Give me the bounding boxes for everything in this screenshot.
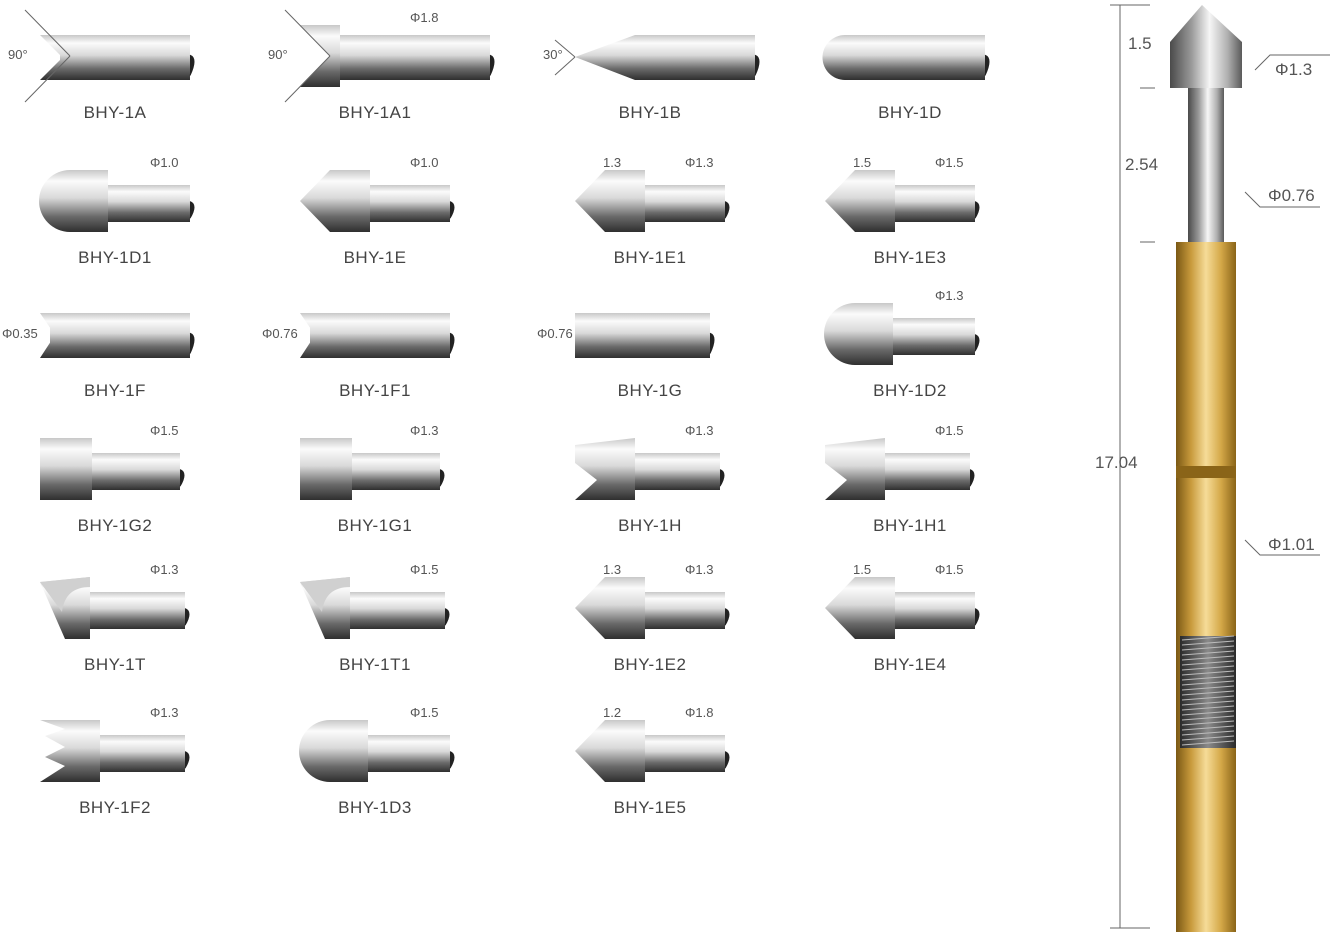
shaft-end xyxy=(185,752,189,769)
shaft-end xyxy=(725,202,729,219)
tip-cell xyxy=(575,557,795,692)
tip-head xyxy=(300,25,340,87)
shaft xyxy=(845,35,985,80)
shaft xyxy=(635,453,720,490)
diameter-label: Φ1.5 xyxy=(410,562,439,577)
shaft xyxy=(893,318,975,355)
shaft xyxy=(645,185,725,222)
shaft xyxy=(340,35,490,80)
tip-cell xyxy=(300,418,520,553)
probe-neck-diameter: Φ0.76 xyxy=(1268,186,1315,205)
tip-name: BHY-1E4 xyxy=(873,655,947,674)
tip-head xyxy=(300,170,370,232)
tip-cell xyxy=(8,5,260,140)
angle-line xyxy=(25,10,70,56)
tip-head xyxy=(825,438,885,500)
tip-cell xyxy=(825,150,1045,285)
tip-name: BHY-1E5 xyxy=(613,798,687,817)
probe-barrel xyxy=(1176,242,1236,932)
tip-name: BHY-1D2 xyxy=(873,381,947,400)
probe-total-length: 17.04 xyxy=(1095,453,1138,472)
diameter-label: Φ1.5 xyxy=(150,423,179,438)
shaft-end xyxy=(445,609,449,626)
shaft-end xyxy=(985,55,989,75)
probe-cone xyxy=(1170,5,1242,42)
length-label: 1.5 xyxy=(853,155,872,170)
diameter-label: Φ1.3 xyxy=(150,562,179,577)
shaft-end xyxy=(725,752,729,769)
shaft-end xyxy=(975,609,979,626)
tip-name: BHY-1G1 xyxy=(337,516,413,535)
diameter-label: Φ1.8 xyxy=(685,705,714,720)
shaft xyxy=(60,35,190,80)
shaft-end xyxy=(725,609,729,626)
probe-neck xyxy=(1188,88,1224,242)
tip-cell xyxy=(543,5,795,140)
tip-head xyxy=(575,577,645,639)
tip-cell xyxy=(825,5,1045,140)
tip-cell xyxy=(575,418,795,553)
shaft xyxy=(90,592,185,629)
tip-drawing xyxy=(575,5,795,100)
diameter-label: Φ1.3 xyxy=(685,423,714,438)
shaft xyxy=(645,592,725,629)
tip-name: BHY-1F xyxy=(84,381,146,400)
shaft-end xyxy=(755,55,759,75)
tip-cell xyxy=(300,150,520,285)
angle-label: 90° xyxy=(8,47,28,62)
tip-name: BHY-1E xyxy=(343,248,407,267)
tip-cell xyxy=(2,283,260,418)
shaft xyxy=(92,453,180,490)
shaft-end xyxy=(450,333,454,353)
probe-head-length: 1.5 xyxy=(1128,34,1152,53)
shaft-diameter-label: Φ0.76 xyxy=(537,326,573,341)
tip-head xyxy=(40,438,92,500)
length-label: 1.2 xyxy=(603,705,622,720)
tip-cell xyxy=(40,557,260,692)
shaft-end xyxy=(190,333,194,353)
tip-head xyxy=(825,577,895,639)
probe-barrel-diameter: Φ1.01 xyxy=(1268,535,1315,554)
tip-name: BHY-1D3 xyxy=(338,798,412,817)
shaft-diameter-label: Φ0.35 xyxy=(2,326,38,341)
probe-neck-length: 2.54 xyxy=(1125,155,1159,174)
shaft-end xyxy=(450,752,454,769)
length-label: 1.5 xyxy=(853,562,872,577)
angle-label: 90° xyxy=(268,47,288,62)
tip-cell xyxy=(825,557,1045,692)
probe-head-diameter: Φ1.3 xyxy=(1275,60,1313,79)
tip-name: BHY-1G2 xyxy=(77,516,153,535)
tip-cell xyxy=(40,418,260,553)
tip-drawing xyxy=(40,5,260,100)
tip-cell xyxy=(268,5,520,140)
diameter-label: Φ1.3 xyxy=(685,155,714,170)
tip-name: BHY-1A xyxy=(83,103,147,122)
shaft xyxy=(350,592,445,629)
tip-name: BHY-1H xyxy=(618,516,682,535)
tip-cell xyxy=(575,700,795,835)
length-label: 1.3 xyxy=(603,562,622,577)
tip-cell xyxy=(537,283,795,418)
tip-name: BHY-1T1 xyxy=(339,655,411,674)
diameter-label: Φ1.8 xyxy=(410,10,439,25)
tip-name: BHY-1E1 xyxy=(613,248,687,267)
shaft-end xyxy=(710,333,714,353)
probe-head xyxy=(1170,42,1242,88)
shaft xyxy=(885,453,970,490)
diameter-label: Φ1.5 xyxy=(935,562,964,577)
shaft xyxy=(645,735,725,772)
tip-head xyxy=(299,720,368,782)
tip-cell xyxy=(575,150,795,285)
shaft xyxy=(310,313,450,358)
shaft xyxy=(575,313,710,358)
shaft-end xyxy=(720,470,724,487)
shaft-end xyxy=(440,470,444,487)
tip-head xyxy=(575,170,645,232)
tip-name: BHY-1G xyxy=(617,381,683,400)
tip-name: BHY-1T xyxy=(84,655,146,674)
shaft xyxy=(368,735,450,772)
shaft-end xyxy=(975,335,979,352)
shaft-end xyxy=(190,55,194,75)
shaft-end xyxy=(450,202,454,219)
tip-head xyxy=(300,438,352,500)
tip-drawing xyxy=(575,283,795,378)
shaft xyxy=(100,735,185,772)
tip-head xyxy=(575,720,645,782)
shaft-end xyxy=(185,609,189,626)
tip-cell xyxy=(825,418,1045,553)
tip-head xyxy=(824,303,893,365)
diameter-label: Φ1.0 xyxy=(410,155,439,170)
tip-name: BHY-1E3 xyxy=(873,248,947,267)
shaft-end xyxy=(975,202,979,219)
tip-cell xyxy=(262,283,520,418)
shaft-end xyxy=(180,470,184,487)
tip-name: BHY-1B xyxy=(618,103,682,122)
shaft xyxy=(352,453,440,490)
angle-label: 30° xyxy=(543,47,563,62)
tip-cell xyxy=(40,700,260,835)
shaft xyxy=(895,592,975,629)
tip-cell xyxy=(300,557,520,692)
tip-name: BHY-1D1 xyxy=(78,248,152,267)
tip-name: BHY-1H1 xyxy=(873,516,947,535)
shaft xyxy=(370,185,450,222)
shaft xyxy=(50,313,190,358)
diameter-label: Φ1.3 xyxy=(150,705,179,720)
diameter-label: Φ1.5 xyxy=(935,423,964,438)
tip-head xyxy=(39,170,108,232)
shaft-diameter-label: Φ0.76 xyxy=(262,326,298,341)
diameter-label: Φ1.3 xyxy=(685,562,714,577)
tip-name: BHY-1F1 xyxy=(339,381,411,400)
shaft-end xyxy=(190,202,194,219)
probe-groove xyxy=(1176,466,1236,478)
tip-cell xyxy=(40,150,260,285)
diameter-label: Φ1.0 xyxy=(150,155,179,170)
tip-drawing xyxy=(300,283,520,378)
tip-name: BHY-1F2 xyxy=(79,798,151,817)
diameter-label: Φ1.5 xyxy=(935,155,964,170)
tip-head xyxy=(40,720,100,782)
diameter-label: Φ1.5 xyxy=(410,705,439,720)
diameter-label: Φ1.3 xyxy=(410,423,439,438)
tip-name: BHY-1E2 xyxy=(613,655,687,674)
tip-drawing xyxy=(40,283,260,378)
tip-name: BHY-1D xyxy=(878,103,942,122)
shaft xyxy=(635,35,755,80)
shaft xyxy=(108,185,190,222)
shaft xyxy=(895,185,975,222)
diameter-label: Φ1.3 xyxy=(935,288,964,303)
tip-head xyxy=(575,438,635,500)
length-label: 1.3 xyxy=(603,155,622,170)
tip-cell xyxy=(300,700,520,835)
tip-name: BHY-1A1 xyxy=(338,103,412,122)
tip-head xyxy=(825,170,895,232)
tip-cell xyxy=(825,283,1045,418)
shaft-end xyxy=(490,55,494,75)
shaft-end xyxy=(970,470,974,487)
tip-drawing xyxy=(825,5,1045,100)
